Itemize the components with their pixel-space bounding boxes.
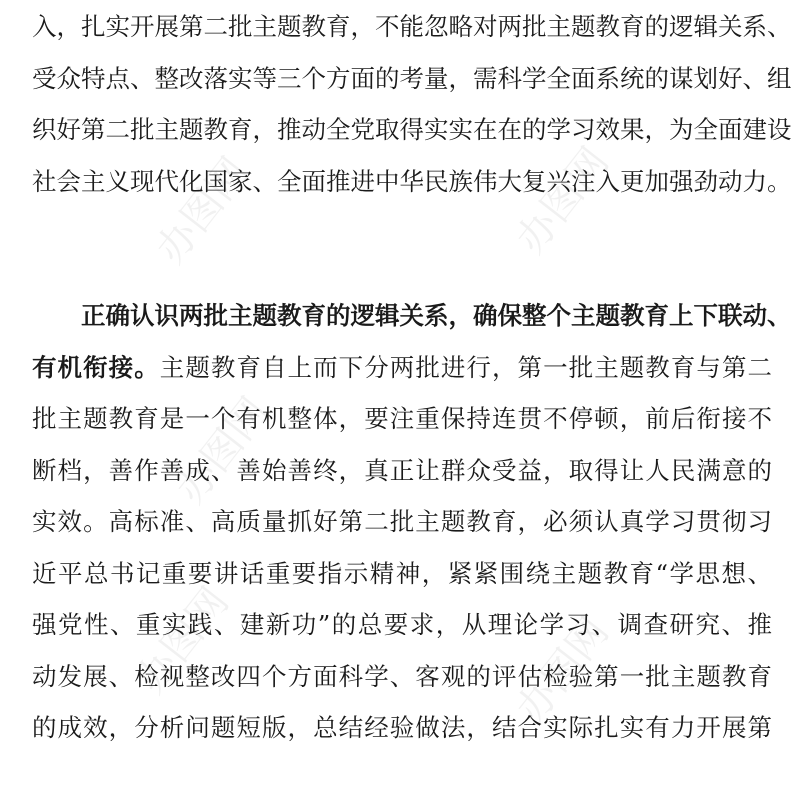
text-line: 的成效，分析问题短版，总结经验做法，结合实际扎实有力开展第 [32, 713, 772, 742]
text-line: 强党性、重实践、建新功”的总要求，从理论学习、调查研究、推 [32, 610, 772, 639]
text-line: 近平总书记重要讲话重要指示精神，紧紧围绕主题教育“学思想、 [32, 558, 772, 588]
section-heading-line [32, 290, 792, 342]
section-heading-end: 有机衔接。 [32, 352, 160, 382]
text-line: 入，扎实开展第二批主题教育，不能忽略对两批主题教育的逻辑关系、 [32, 12, 792, 41]
text-line: 社会主义现代化国家、全面推进中华民族伟大复兴注入更加强劲动力。 [32, 166, 792, 196]
text-line: 受众特点、整改落实等三个方面的考量，需科学全面系统的谋划好、组 [32, 63, 792, 93]
text-line: 织好第二批主题教育，推动全党取得实实在在的学习效果，为全面建设 [32, 115, 792, 144]
section-heading: 正确认识两批主题教育的逻辑关系，确保整个主题教育上下联动、 [81, 301, 792, 330]
text-line: 断档，善作善成、善始善终，真正让群众受益，取得让人民满意的 [32, 455, 772, 485]
paragraph-2 [32, 290, 792, 754]
watermark: 办图网 [507, 139, 618, 263]
body-text: 主题教育自上而下分两批进行，第一批主题教育与第二 [159, 352, 773, 382]
text-line: 实效。高标准、高质量抓好第二批主题教育，必须认真学习贯彻习 [32, 507, 772, 536]
watermark: 办图网 [507, 609, 618, 733]
text-line: 动发展、检视整改四个方面科学、客观的评估检验第一批主题教育 [32, 661, 772, 691]
watermark: 办图网 [127, 579, 238, 703]
watermark: 办图网 [147, 149, 258, 273]
paragraph-1 [32, 1, 792, 207]
text-line [32, 342, 772, 394]
watermark: 办图网 [167, 389, 278, 513]
text-line: 批主题教育是一个有机整体，要注重保持连贯不停顿，前后衔接不 [32, 404, 772, 433]
